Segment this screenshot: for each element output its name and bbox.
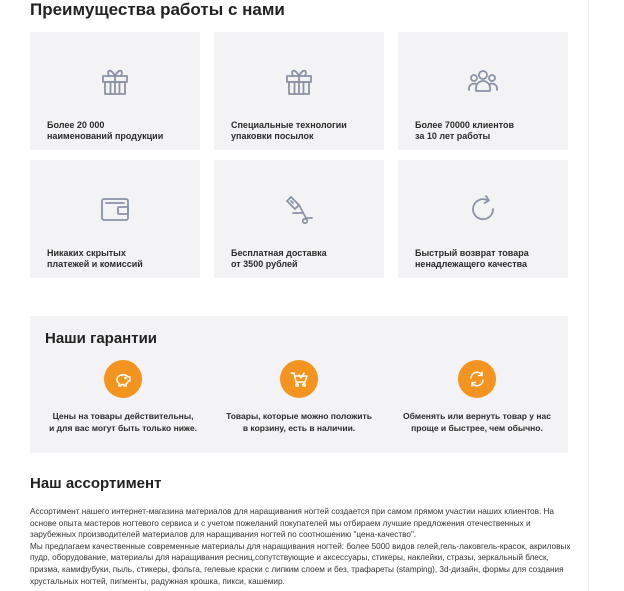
gift-icon	[30, 64, 200, 98]
guarantee-text: Товары, которые можно положить в корзину, есть в наличии.	[226, 411, 372, 433]
advantage-text: Более 20 000 наименований продукции	[47, 120, 164, 141]
guarantee-text: Обменять или вернуть товар у нас проще и быстрее, чем обычно.	[403, 411, 551, 433]
guarantee-text: Цены на товары действительны, и для вас могут быть только ниже.	[49, 411, 197, 433]
assortment-title: Наш ассортимент	[30, 475, 162, 492]
advantage-text: Специальные технологии упаковки посылок	[231, 120, 347, 141]
advantage-card	[214, 160, 384, 278]
page-right-divider	[588, 0, 589, 591]
refresh-icon	[398, 192, 568, 226]
guarantees-section	[30, 316, 568, 453]
users-icon	[398, 64, 568, 98]
guarantees-title: Наши гарантии	[45, 330, 158, 347]
assortment-text	[30, 506, 578, 587]
advantage-card	[214, 32, 384, 150]
advantage-card	[398, 160, 568, 278]
guarantee-item	[38, 360, 208, 434]
advantage-card	[398, 32, 568, 150]
shopping-cart-icon	[280, 360, 318, 398]
assortment-paragraph: Ассортимент нашего интернет-магазина материалов для наращивания ногтей создается при самом прямом участии наших клиентов. На основе опыта мастеров ногтевого сервиса и с учетом пожеланий покупателей мы отбираем лучшие предложения отечественных и зарубежных производителей материалов для наращивания ногтей по соотношению "цена-качество".	[30, 507, 554, 540]
wallet-icon	[30, 192, 200, 226]
piggy-bank-icon	[104, 360, 142, 398]
advantage-text: Никаких скрытых платежей и комиссий	[47, 248, 143, 269]
gift-icon	[214, 64, 384, 98]
advantages-title: Преимущества работы с нами	[30, 0, 285, 19]
advantage-card	[30, 32, 200, 150]
exchange-icon	[458, 360, 496, 398]
advantage-card	[30, 160, 200, 278]
advantage-text: Более 70000 клиентов за 10 лет работы	[415, 120, 515, 141]
guarantee-item	[392, 360, 562, 434]
advantage-text: Бесплатная доставка от 3500 рублей	[231, 248, 327, 269]
advantage-text: Быстрый возврат товара ненадлежащего качества	[415, 248, 529, 269]
assortment-paragraph: Мы предлагаем качественные современные материалы для наращивания ногтей: более 5000 видов гелей,гель-лаковгель-красок, акриловых пудр, оборудование, материалы для наращивания ресниц,сопутствующие и аксессуары, стикеры, наклейки, стразы, зеркальный блеск, призма, камифубуки, пыль, стикеры, фольга, гелевые краски с липким слоем и без, трафареты (stamping), 3d-дизайн, формы для создания хрустальных ногтей, пигменты, радужная крошка, пикси, кашемир.	[30, 541, 571, 586]
delivery-cart-icon	[214, 192, 384, 226]
guarantee-item	[214, 360, 384, 434]
